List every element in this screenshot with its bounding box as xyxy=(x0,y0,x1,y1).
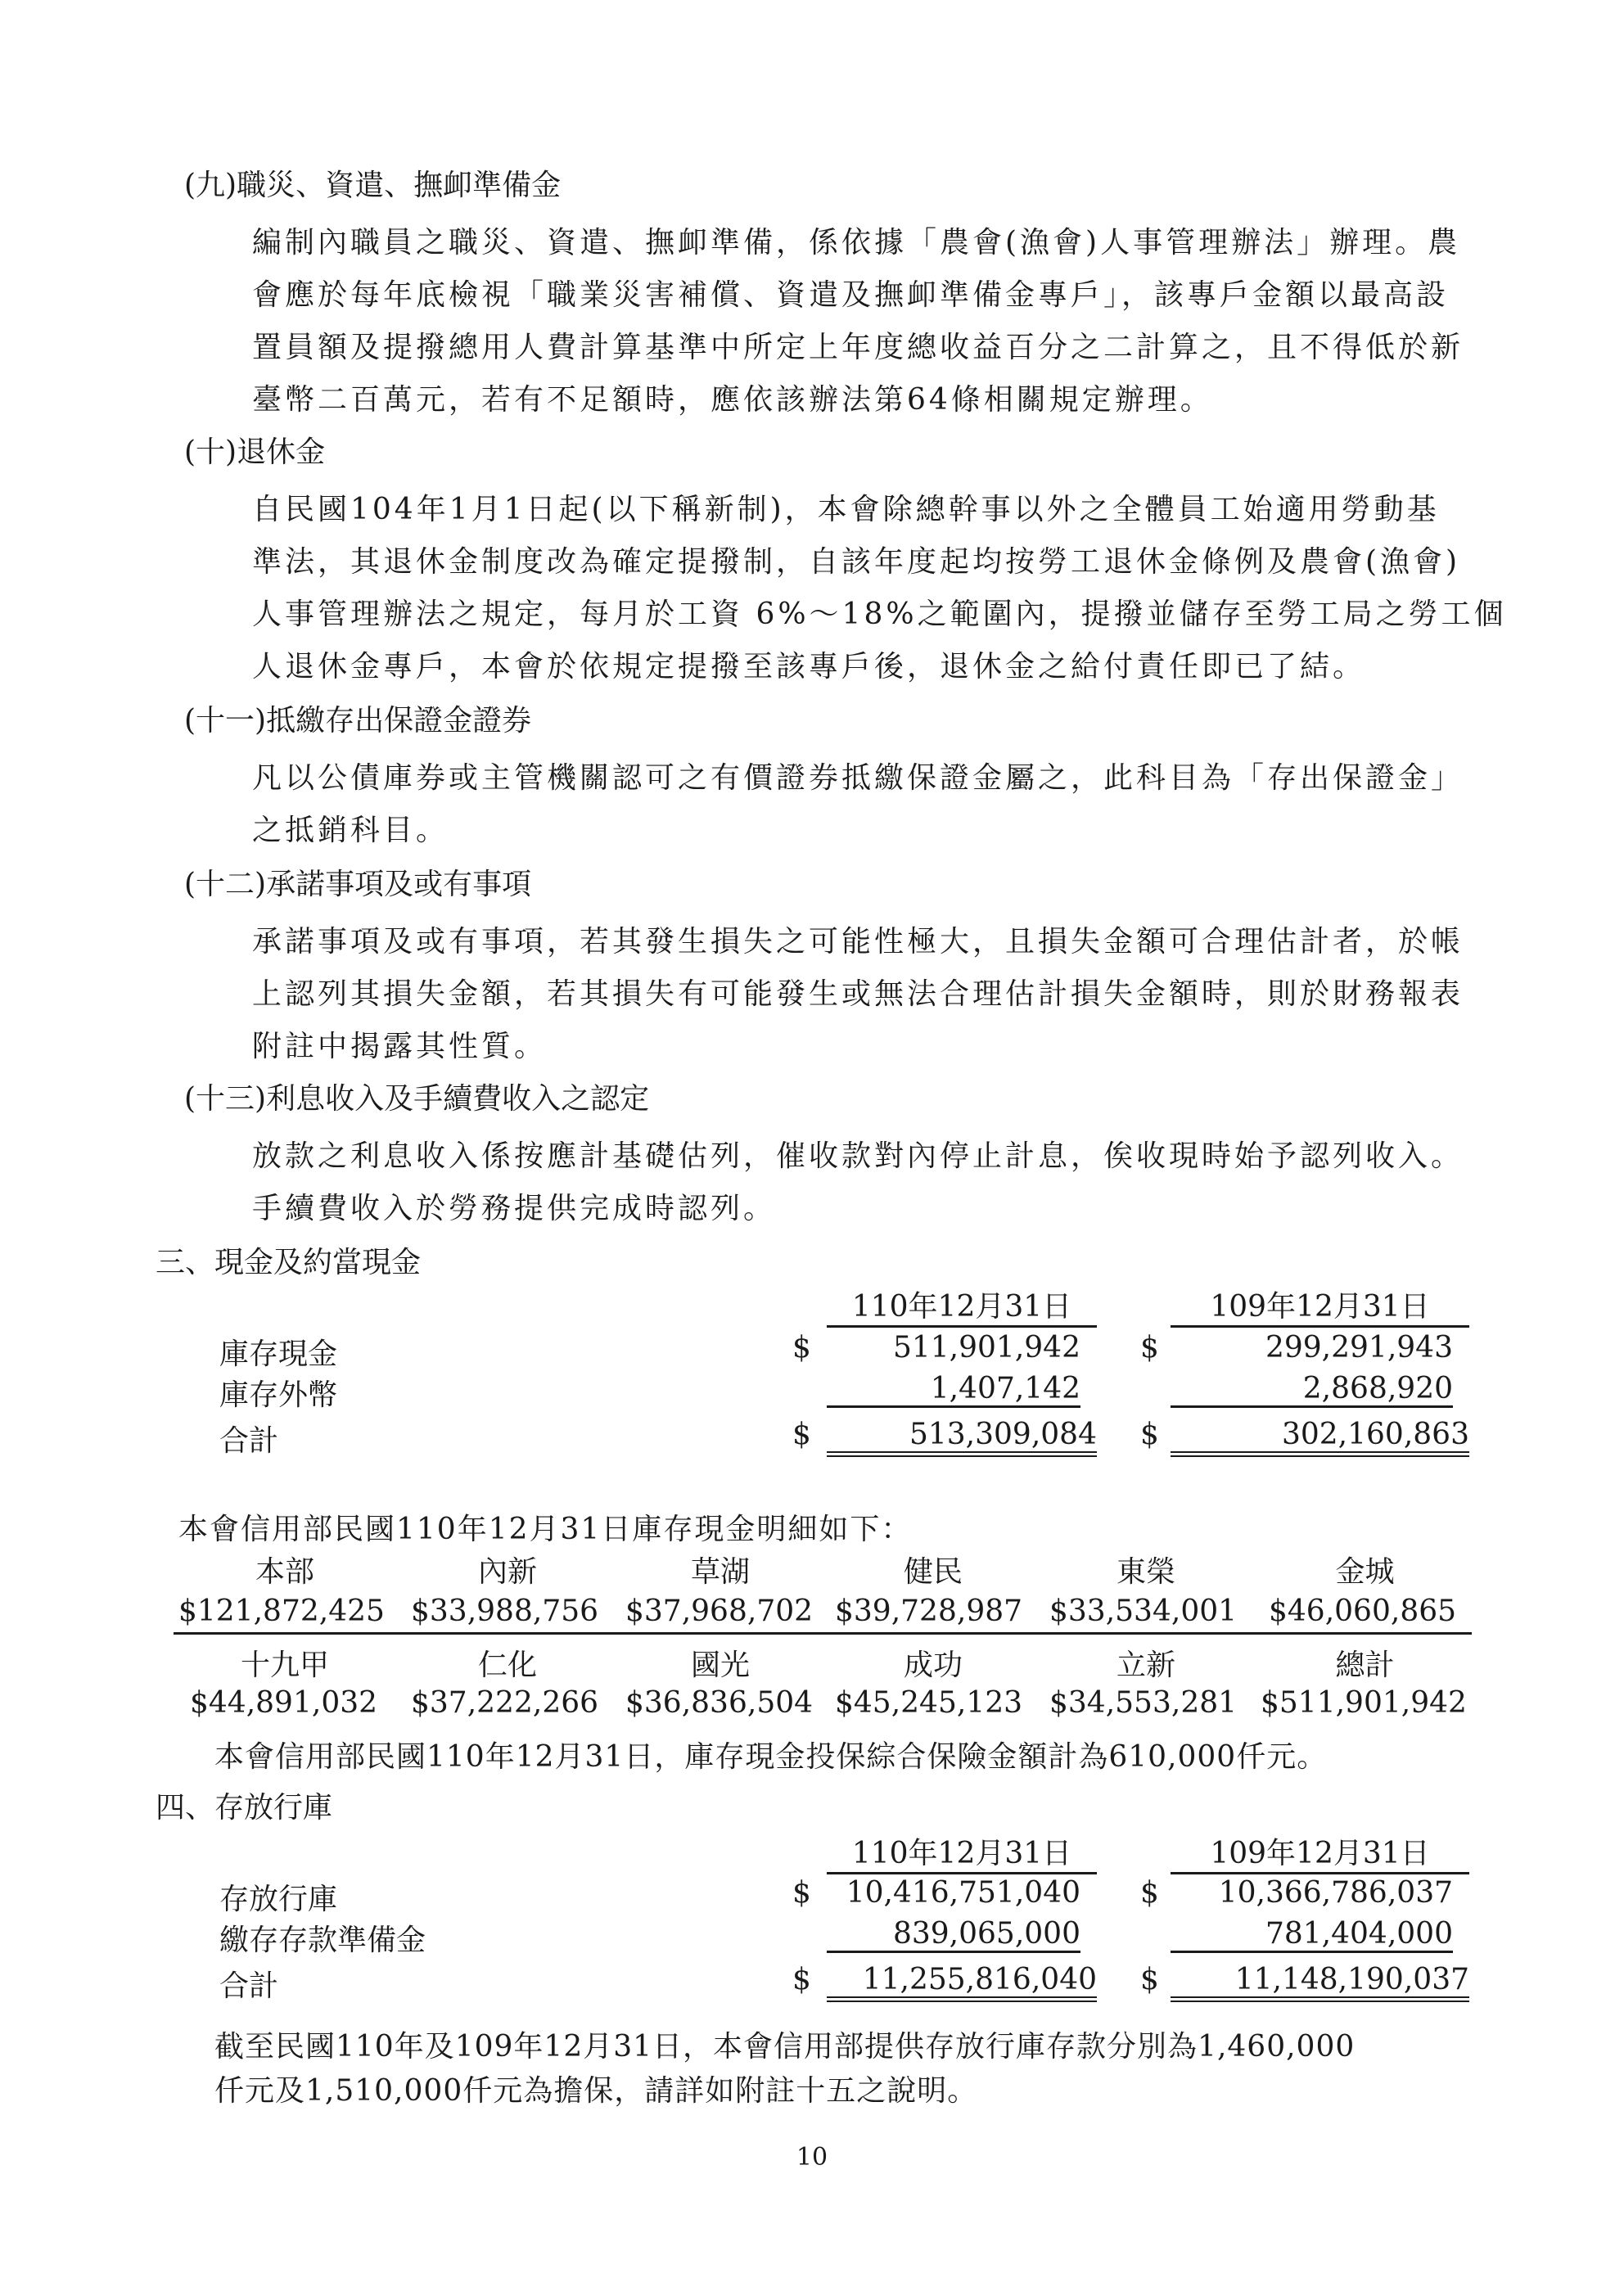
deposit-row-label: 繳存存款準備金 xyxy=(219,1924,426,1957)
cash-col-header-109: 109年12月31日 xyxy=(1171,1283,1469,1328)
cash-row-label: 庫存現金 xyxy=(219,1337,338,1371)
section-9-line: 會應於每年底檢視「職業災害補償、資遣及撫卹準備金專戶」，該專戶金額以最高設 xyxy=(252,278,1450,312)
detail-divider xyxy=(174,1632,1472,1635)
deposit-row-label: 存放行庫 xyxy=(219,1883,338,1916)
deposit-note-line: 截至民國110年及109年12月31日，本會信用部提供存放行庫存款分別為1,460,000 xyxy=(214,2030,1356,2064)
branch-amount: $33,534,001 xyxy=(1049,1595,1238,1628)
currency-symbol: $ xyxy=(1140,1876,1159,1910)
deposit-note-line: 仟元及1,510,000仟元為擔保，請詳如附註十五之說明。 xyxy=(214,2074,978,2108)
branch-amount: $36,836,504 xyxy=(625,1686,814,1720)
section-12-line: 承諾事項及或有事項，若其發生損失之可能性極大，且損失金額可合理估計者，於帳 xyxy=(252,925,1464,959)
branch-name: 金城 xyxy=(1335,1555,1395,1589)
section-11-line: 凡以公債庫券或主管機關認可之有價證券抵繳保證金屬之，此科目為「存出保證金」 xyxy=(252,761,1464,795)
deposit-total-110: 11,255,816,040 xyxy=(827,1963,1097,2002)
deposit-value-109: 781,404,000 xyxy=(1171,1917,1453,1953)
deposit-col-header-109: 109年12月31日 xyxy=(1171,1830,1469,1874)
section-10-line: 人退休金專戶，本會於依規定提撥至該專戶後，退休金之給付責任即已了結。 xyxy=(252,650,1366,683)
currency-symbol: $ xyxy=(792,1331,811,1365)
cash-value-109: 299,291,943 xyxy=(1265,1331,1453,1365)
currency-symbol: $ xyxy=(792,1876,811,1910)
branch-name: 草湖 xyxy=(690,1555,750,1589)
cash-value-109: 2,868,920 xyxy=(1171,1372,1453,1408)
branch-name: 仁化 xyxy=(477,1649,537,1682)
branch-name: 立新 xyxy=(1116,1649,1175,1682)
branch-total-amount: $511,901,942 xyxy=(1261,1686,1467,1720)
branch-amount: $39,728,987 xyxy=(835,1595,1023,1628)
branch-name: 健民 xyxy=(903,1555,963,1589)
section-9-line: 置員額及提撥總用人費計算基準中所定上年度總收益百分之二計算之，且不得低於新 xyxy=(252,331,1464,364)
section-12-heading: (十二)承諾事項及或有事項 xyxy=(184,868,532,901)
section-13-line: 手續費收入於勞務提供完成時認列。 xyxy=(252,1192,777,1225)
deposit-total-label: 合計 xyxy=(219,1969,279,2003)
branch-amount: $45,245,123 xyxy=(835,1686,1023,1720)
branch-name: 東榮 xyxy=(1116,1555,1175,1589)
branch-amount: $44,891,032 xyxy=(190,1686,378,1720)
cash-total-109: 302,160,863 xyxy=(1171,1418,1469,1457)
currency-symbol: $ xyxy=(1140,1331,1159,1365)
cash-total-label: 合計 xyxy=(219,1424,279,1458)
branch-amount: $37,968,702 xyxy=(625,1595,814,1628)
branch-name: 成功 xyxy=(903,1649,963,1682)
page-number: 10 xyxy=(796,2143,828,2172)
currency-symbol: $ xyxy=(792,1963,811,1996)
deposit-total-109: 11,148,190,037 xyxy=(1171,1963,1469,2002)
currency-symbol: $ xyxy=(1140,1418,1159,1451)
deposit-col-header-110: 110年12月31日 xyxy=(827,1830,1097,1874)
section-11-heading: (十一)抵繳存出保證金證券 xyxy=(184,704,532,738)
cash-detail-intro: 本會信用部民國110年12月31日庫存現金明細如下： xyxy=(178,1513,913,1546)
section-12-line: 上認列其損失金額，若其損失有可能發生或無法合理估計損失金額時，則於財務報表 xyxy=(252,977,1464,1011)
branch-name: 本部 xyxy=(255,1555,314,1589)
cash-value-110: 511,901,942 xyxy=(892,1331,1080,1365)
currency-symbol: $ xyxy=(792,1418,811,1451)
section-10-line: 自民國104年1月1日起(以下稱新制)，本會除總幹事以外之全體員工始適用勞動基 xyxy=(252,493,1440,526)
section-9-heading: (九)職災、資遣、撫卹準備金 xyxy=(184,169,562,202)
cash-row-label: 庫存外幣 xyxy=(219,1378,338,1412)
section-9-line: 臺幣二百萬元，若有不足額時，應依該辦法第64條相關規定辦理。 xyxy=(252,383,1213,417)
section-11-line: 之抵銷科目。 xyxy=(252,814,449,847)
section-10-line: 人事管理辦法之規定，每月於工資 6%～18%之範圍內，提撥並儲存至勞工局之勞工個 xyxy=(252,598,1507,631)
section-10-heading: (十)退休金 xyxy=(184,435,326,469)
insurance-note: 本會信用部民國110年12月31日，庫存現金投保綜合保險金額計為610,000仟元。 xyxy=(214,1740,1328,1774)
section-13-line: 放款之利息收入係按應計基礎估列，催收款對內停止計息，俟收現時始予認列收入。 xyxy=(252,1139,1464,1173)
branch-name: 內新 xyxy=(477,1555,537,1589)
branch-amount: $46,060,865 xyxy=(1269,1595,1457,1628)
currency-symbol: $ xyxy=(1140,1963,1159,1996)
deposit-value-110: 839,065,000 xyxy=(827,1917,1080,1953)
branch-amount: $37,222,266 xyxy=(411,1686,599,1720)
branch-total-label: 總計 xyxy=(1335,1649,1395,1682)
branch-name: 國光 xyxy=(690,1649,750,1682)
branch-name: 十九甲 xyxy=(240,1649,329,1682)
section-10-line: 準法，其退休金制度改為確定提撥制，自該年度起均按勞工退休金條例及農會(漁會) xyxy=(252,545,1461,579)
deposit-value-109: 10,366,786,037 xyxy=(1218,1876,1453,1910)
branch-amount: $121,872,425 xyxy=(178,1595,385,1628)
deposit-heading: 四、存放行庫 xyxy=(156,1791,333,1825)
section-13-heading: (十三)利息收入及手續費收入之認定 xyxy=(184,1082,650,1116)
cash-col-header-110: 110年12月31日 xyxy=(827,1283,1097,1328)
deposit-value-110: 10,416,751,040 xyxy=(846,1876,1080,1910)
section-9-line: 編制內職員之職災、資遣、撫卹準備，係依據「農會(漁會)人事管理辦法」辦理。農 xyxy=(252,226,1461,259)
cash-value-110: 1,407,142 xyxy=(827,1372,1080,1408)
branch-amount: $34,553,281 xyxy=(1049,1686,1238,1720)
branch-amount: $33,988,756 xyxy=(411,1595,599,1628)
cash-heading: 三、現金及約當現金 xyxy=(156,1246,422,1279)
cash-total-110: 513,309,084 xyxy=(827,1418,1097,1457)
section-12-line: 附註中揭露其性質。 xyxy=(252,1030,548,1063)
